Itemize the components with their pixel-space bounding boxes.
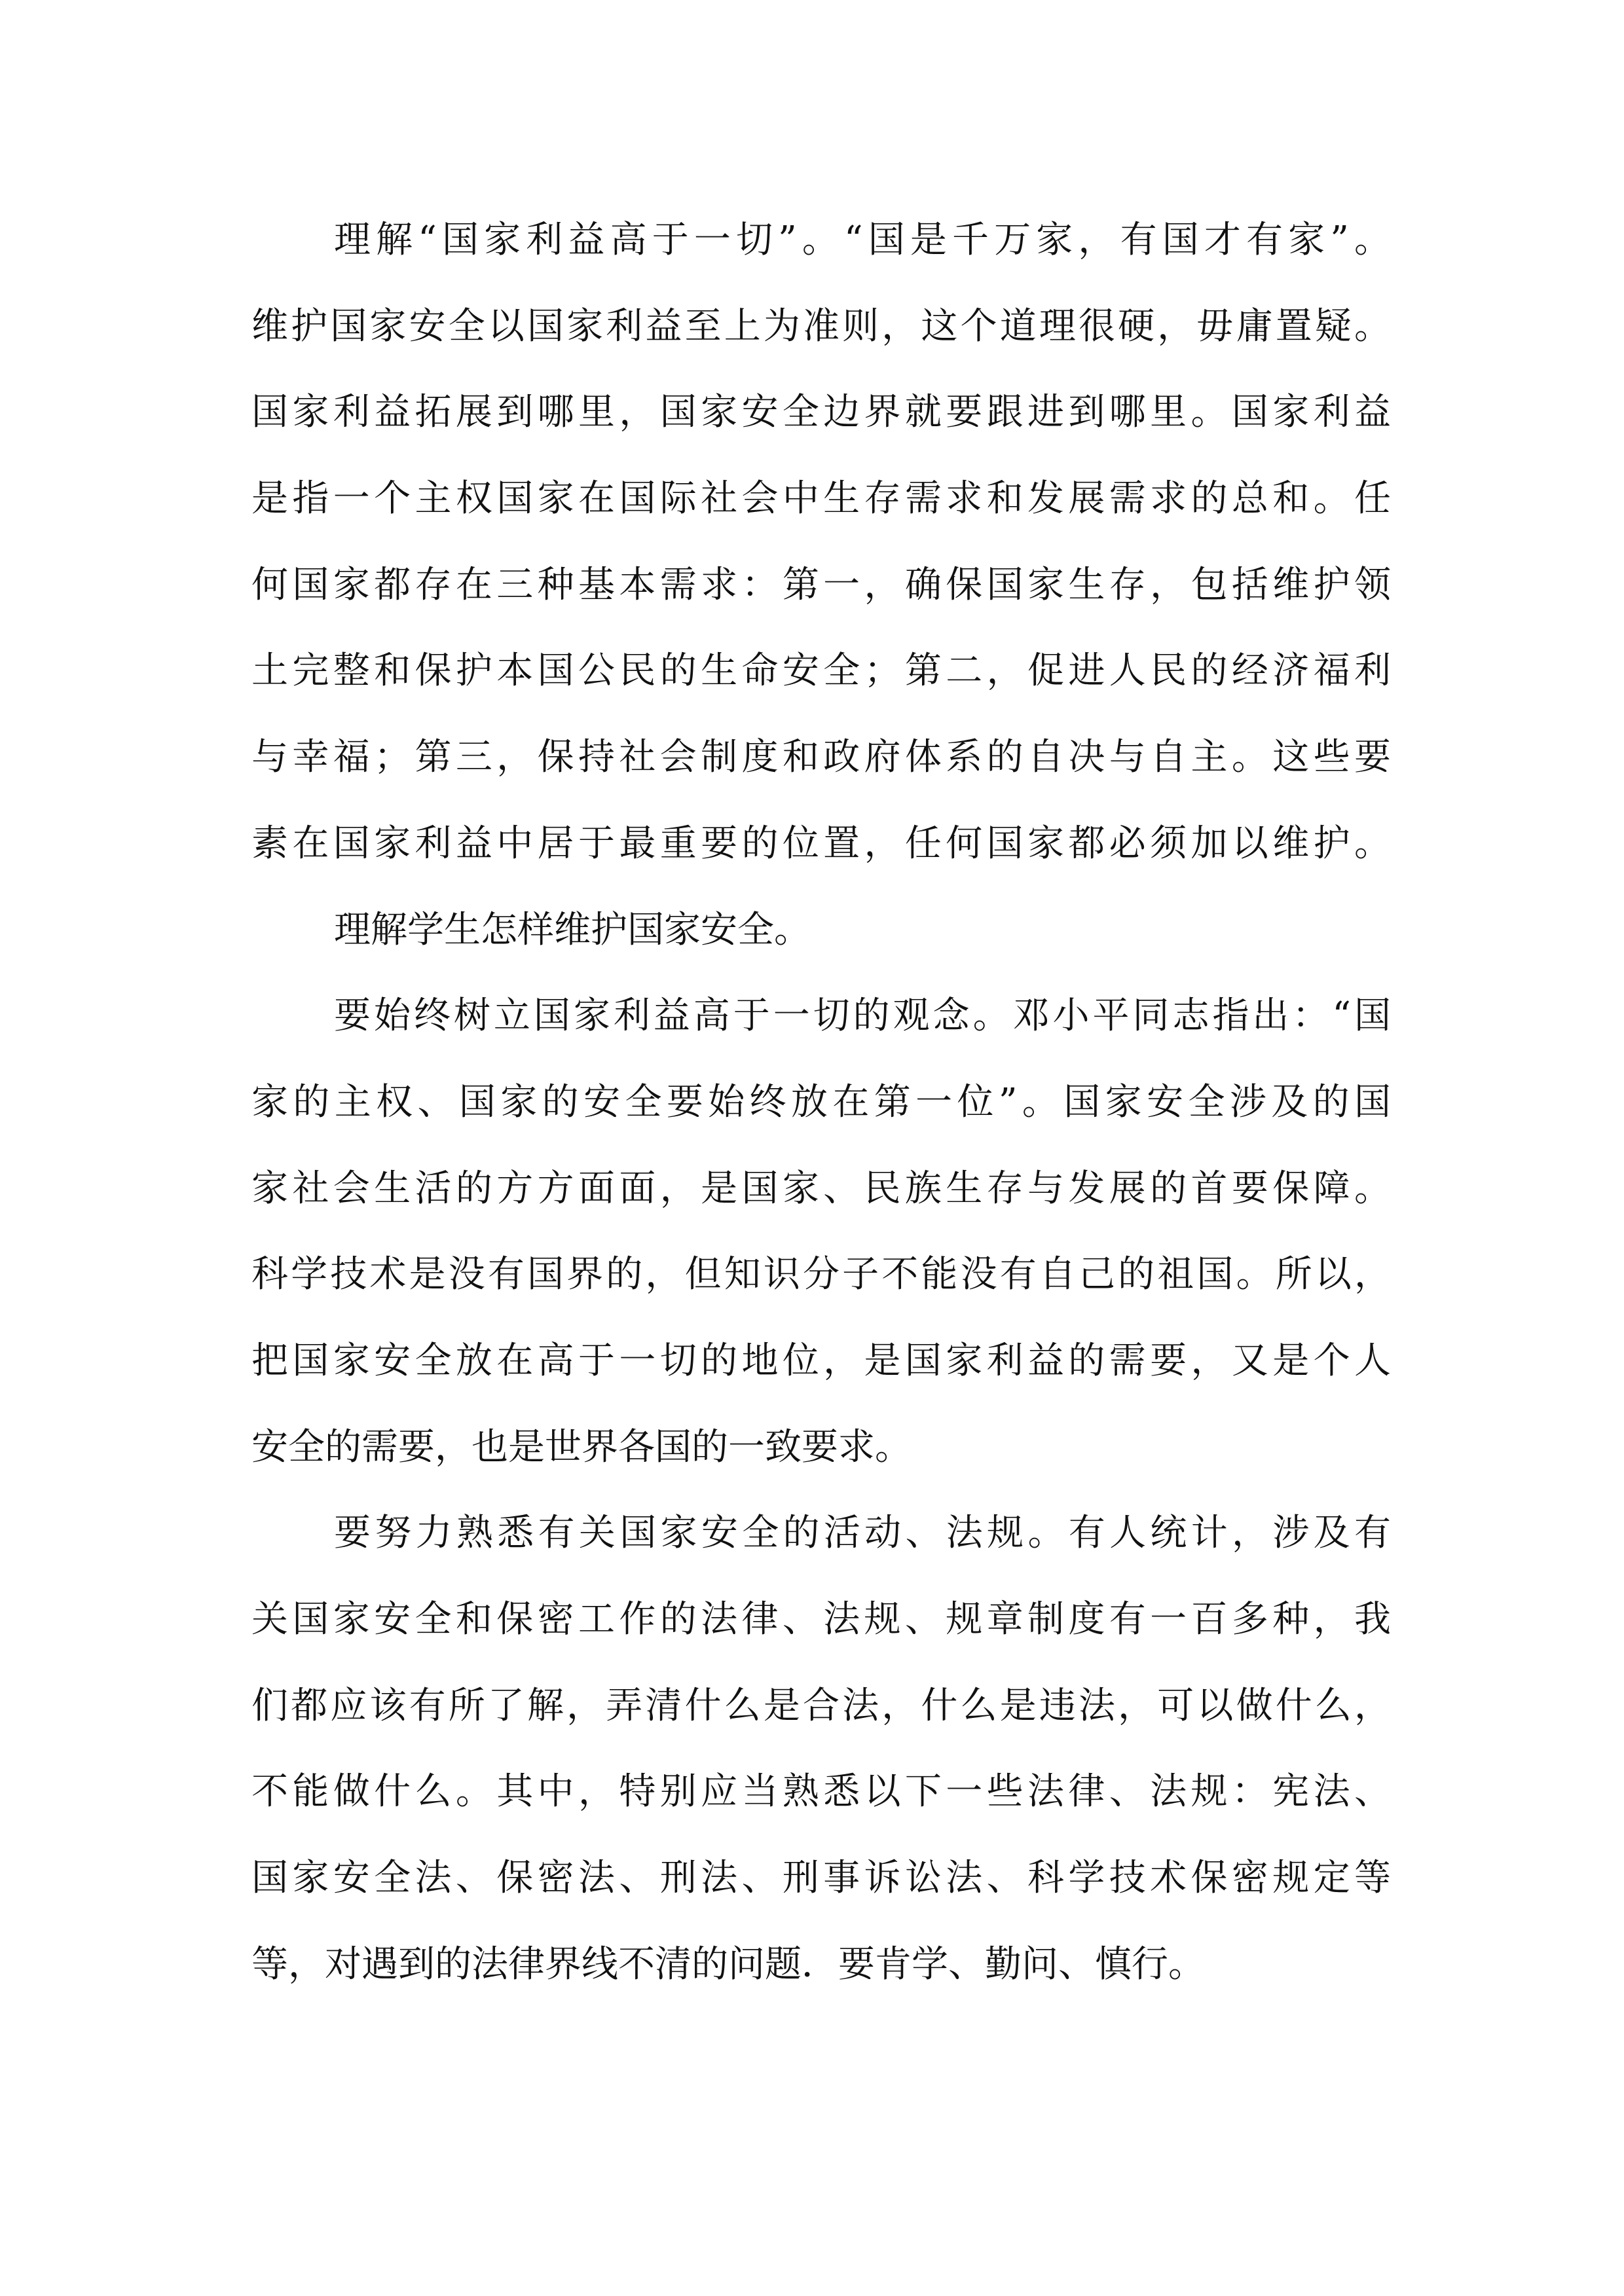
text-line: 国家安全法、保密法、刑法、刑事诉讼法、科学技术保密规定等 bbox=[251, 1857, 1391, 1900]
text-line: 国家利益拓展到哪里，国家安全边界就要跟进到哪里。国家利益 bbox=[251, 391, 1391, 434]
text-line: 们都应该有所了解，弄清什么是合法，什么是违法，可以做什么， bbox=[251, 1684, 1391, 1727]
paragraph-national-interest bbox=[251, 197, 1391, 887]
text-line: 素在国家利益中居于最重要的位置，任何国家都必须加以维护。 bbox=[251, 822, 1391, 865]
text-line: 维护国家安全以国家利益至上为准则，这个道理很硬，毋庸置疑。 bbox=[251, 304, 1391, 348]
text-line: 家的主权、国家的安全要始终放在第一位”。国家安全涉及的国 bbox=[251, 1080, 1391, 1123]
text-line: 等，对遇到的法律界线不清的问题．要肯学、勤问、慎行。 bbox=[251, 1942, 1205, 1986]
text-line: 要努力熟悉有关国家安全的活动、法规。有人统计，涉及有 bbox=[334, 1512, 1391, 1555]
text-line: 是指一个主权国家在国际社会中生存需求和发展需求的总和。任 bbox=[251, 477, 1391, 520]
text-line: 把国家安全放在高于一切的地位，是国家利益的需要，又是个人 bbox=[251, 1339, 1391, 1382]
text-line: 与幸福；第三，保持社会制度和政府体系的自决与自主。这些要 bbox=[251, 736, 1391, 779]
text-line: 不能做什么。其中，特别应当熟悉以下一些法律、法规：宪法、 bbox=[251, 1770, 1391, 1813]
text-line: 土完整和保护本国公民的生命安全；第二，促进人民的经济福利 bbox=[251, 649, 1391, 693]
paragraph-laws-and-regulations bbox=[251, 1490, 1391, 2007]
text-line: 家社会生活的方方面面，是国家、民族生存与发展的首要保障。 bbox=[251, 1167, 1391, 1210]
paragraph-national-interest-first bbox=[251, 973, 1391, 1490]
text-line: 何国家都存在三种基本需求：第一，确保国家生存，包括维护领 bbox=[251, 563, 1391, 606]
document-body bbox=[251, 197, 1391, 2007]
text-line: 理解“国家利益高于一切”。“国是千万家，有国才有家”。 bbox=[334, 219, 1391, 261]
text-line: 安全的需要，也是世界各国的一致要求。 bbox=[251, 1425, 912, 1468]
text-line: 关国家安全和保密工作的法律、法规、规章制度有一百多种，我 bbox=[251, 1598, 1391, 1641]
paragraph-student-role-heading bbox=[251, 887, 1391, 974]
text-line: 科学技术是没有国界的，但知识分子不能没有自己的祖国。所以， bbox=[251, 1253, 1391, 1296]
text-line: 要始终树立国家利益高于一切的观念。邓小平同志指出：“国 bbox=[334, 994, 1391, 1038]
text-line: 理解学生怎样维护国家安全。 bbox=[334, 908, 811, 951]
